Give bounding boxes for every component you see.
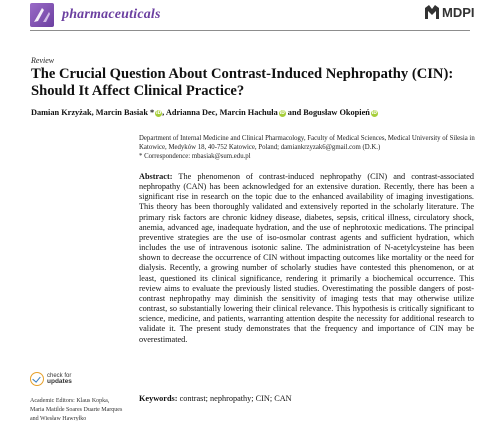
author-name[interactable]: Marcin Basiak * xyxy=(95,108,155,117)
keywords-text: contrast; nephropathy; CIN; CAN xyxy=(177,394,292,403)
abstract xyxy=(139,172,474,345)
author-name[interactable]: Adrianna Dec xyxy=(165,108,216,117)
editors-line: Academic Editors: Klaus Kopka, xyxy=(30,398,110,404)
affiliation: Department of Internal Medicine and Clinical Pharmacology, Faculty of Medical Sciences, Medical University of Silesia in Katowice, Medyków 18, 40-752 Katowice, Poland; damiankrzyzak6@gmail.com (D.K.) xyxy=(139,135,475,151)
publisher-logo[interactable] xyxy=(424,4,475,20)
editors-line: Maria Matilde Soares Duarte Marques xyxy=(30,407,123,413)
journal-logo-icon xyxy=(30,3,54,27)
author-list xyxy=(31,108,378,117)
journal-name[interactable]: pharmaceuticals xyxy=(62,7,161,22)
check-for-updates-button[interactable] xyxy=(30,372,72,386)
header-rule xyxy=(30,30,470,31)
publisher-name: MDPI xyxy=(442,4,475,20)
author-name[interactable]: Marcin Hachuła xyxy=(219,108,278,117)
orcid-icon[interactable]: iD xyxy=(156,111,162,116)
updates-line2: updates xyxy=(47,378,72,385)
updates-line1: check for xyxy=(47,372,72,379)
academic-editors xyxy=(30,397,134,421)
keywords xyxy=(139,394,292,403)
article-type: Review xyxy=(31,56,55,65)
article-title: The Crucial Question About Contrast-Induced Nephropathy (CIN): Should It Affect Clinical Practice? xyxy=(31,66,454,99)
editors-line: and Wiesław Hawryłko xyxy=(30,416,87,421)
keywords-label: Keywords: xyxy=(139,394,178,403)
abstract-label: Abstract: xyxy=(139,172,173,181)
orcid-icon[interactable]: iD xyxy=(279,111,285,116)
author-name[interactable]: Bogusław Okopień xyxy=(303,108,370,117)
author-separator: and xyxy=(285,108,304,117)
author-separator: , xyxy=(215,108,220,117)
check-updates-icon xyxy=(30,372,44,386)
orcid-icon[interactable]: iD xyxy=(371,111,378,116)
author-separator: , xyxy=(91,108,96,117)
author-separator: , xyxy=(162,108,166,117)
abstract-text: The phenomenon of contrast-induced nephropathy (CIN) and contrast-associated nephropathy (CAN) has been acknowledged for an extensive duration. Recently, there has been a significant rise in research on the topic due to the enhanced availability of imaging investigations. This theory has been thoroughly validated and extensively reported in the scholarly literature. The primary risk factors are chronic kidney disease, diabetes, sepsis, critical illness, circulatory shock, anemia, advanced age, inadequate hydration, and the use of nephrotoxic medications. The principal preventive strategies are the use of iso-osmolar contrast agents and sufficient hydration, which includes the use of intravenous isotonic saline. The administration of N-acetylcysteine has been shown to decrease the occurrence of CIN without impacting outcomes like mortality or the need for dialysis. Recently, a growing number of scholarly studies have contested this phenomenon, or at least, questioned its clinical significance, rendering it primarily a biochemical occurrence. This review aims to evaluate the previously listed studies. Overestimating the possible dangers of post-contrast nephropathy may diminish the sensitivity of imaging tests that may otherwise utilize contrast, so substantially lowering their clinical relevance. This hypothesis is critically significant to science, medicine, and patients, warranting attention despite the necessity for additional research to validate it. The present study demonstrates that the frequency and importance of CIN may be overestimated. xyxy=(139,172,474,344)
mdpi-logo-icon xyxy=(424,4,440,20)
author-name[interactable]: Damian Krzyżak xyxy=(31,108,92,117)
correspondence: * Correspondence: mbasiak@sum.edu.pl xyxy=(139,153,251,160)
